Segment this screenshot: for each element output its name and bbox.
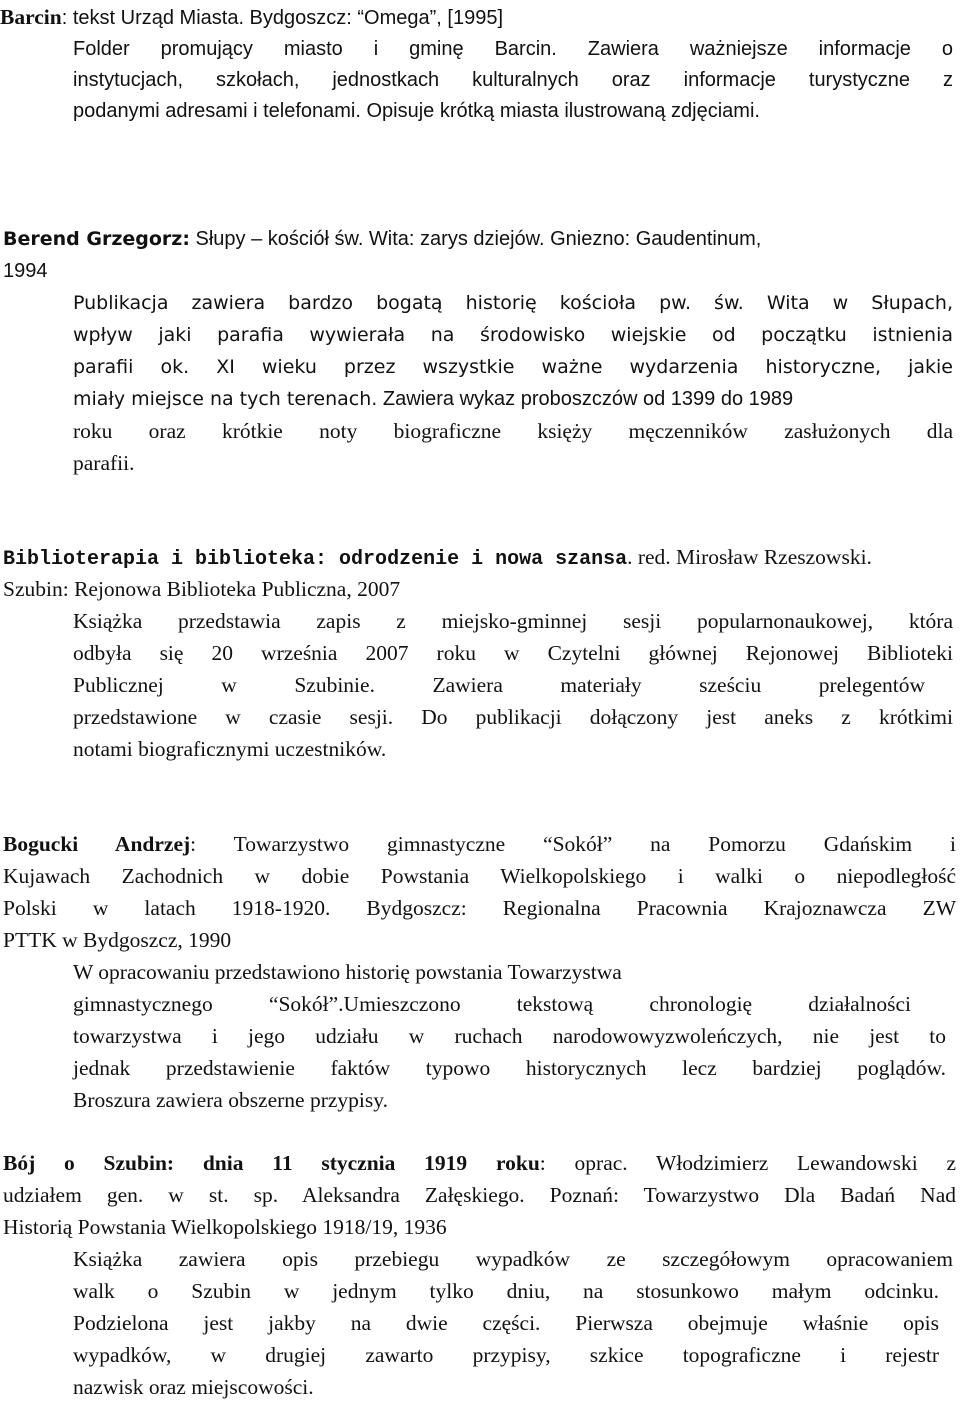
- entry-citation: : tekst Urząd Miasta. Bydgoszcz: “Omega”, [1995]: [61, 7, 503, 29]
- entry-citation: Słupy – kościół św. Wita: zarys dziejów. Gniezno: Gaudentinum,: [189, 228, 762, 250]
- entry-description-line: parafii ok. XI wieku przez wszystkie ważne wydarzenia historyczne, jakie: [73, 356, 953, 378]
- entry-title: Bogucki Andrzej: [3, 832, 191, 856]
- entry-description-line: przedstawione w czasie sesji. Do publikacji dołączony jest aneks z krótkimi: [73, 705, 953, 729]
- entry-citation-line: Kujawach Zachodnich w dobie Powstania Wielkopolskiego i walki o niepodległość: [3, 864, 956, 888]
- entry-barcin-heading: [0, 4, 503, 31]
- entry-description-line: notami biograficznymi uczestników.: [73, 737, 387, 761]
- entry-description-line: W opracowaniu przedstawiono historię powstania Towarzystwa: [73, 960, 622, 984]
- entry-description-line: roku oraz krótkie noty biograficzne księży męczenników zasłużonych dla: [73, 419, 953, 443]
- entry-bogucki-heading: [3, 831, 956, 857]
- entry-berend-heading: [3, 226, 761, 252]
- entry-citation-line: Polski w latach 1918-1920. Bydgoszcz: Regionalna Pracownia Krajoznawcza ZW: [3, 896, 956, 920]
- entry-description-line: nazwisk oraz miejscowości.: [73, 1375, 314, 1399]
- entry-title: Bój o Szubin: dnia 11 stycznia 1919 roku: [3, 1151, 540, 1175]
- entry-description-line: walk o Szubin w jednym tylko dniu, na stosunkowo małym odcinku.: [73, 1279, 939, 1303]
- entry-boj-heading: [3, 1150, 956, 1176]
- entry-citation: : oprac. Włodzimierz Lewandowski z: [539, 1151, 956, 1175]
- entry-description-line: parafii.: [73, 451, 135, 475]
- entry-description-line: gimnastycznego “Sokół”.Umieszczono tekstową chronologię działalności: [73, 992, 911, 1016]
- entry-title: Berend Grzegorz:: [3, 228, 190, 250]
- entry-citation-line: Szubin: Rejonowa Biblioteka Publiczna, 2007: [3, 577, 401, 601]
- entry-citation-line: Historią Powstania Wielkopolskiego 1918/19, 1936: [3, 1215, 447, 1239]
- entry-description-fragment: Zawiera wykaz proboszczów od 1399 do 1989: [377, 388, 794, 410]
- entry-title: Biblioterapia i biblioteka: odrodzenie i nowa szansa: [3, 548, 628, 571]
- entry-description-line: wypadków, w drugiej zawarto przypisy, szkice topograficzne i rejestr: [73, 1343, 939, 1367]
- entry-description-line: odbyła się 20 września 2007 roku w Czytelni głównej Rejonowej Biblioteki: [73, 641, 953, 665]
- entry-description-line: jednak przedstawienie faktów typowo historycznych lecz bardziej poglądów.: [73, 1056, 946, 1080]
- entry-citation-line: PTTK w Bydgoszcz, 1990: [3, 928, 232, 952]
- entry-description-line: Publikacja zawiera bardzo bogatą historię kościoła pw. św. Wita w Słupach,: [73, 292, 953, 314]
- entry-citation: . red. Mirosław Rzeszowski.: [627, 545, 872, 569]
- entry-citation-line: 1994: [3, 260, 48, 282]
- entry-description-line: Podzielona jest jakby na dwie części. Pierwsza obejmuje właśnie opis: [73, 1311, 939, 1335]
- entry-biblioterapia-heading: [3, 544, 872, 573]
- entry-citation: : Towarzystwo gimnastyczne “Sokół” na Pomorzu Gdańskim i: [190, 832, 956, 856]
- entry-description-line: Publicznej w Szubinie. Zawiera materiały sześciu prelegentów: [73, 673, 925, 697]
- entry-description-line: podanymi adresami i telefonami. Opisuje krótką miasta ilustrowaną zdjęciami.: [73, 100, 760, 122]
- entry-description-line: towarzystwa i jego udziału w ruchach narodowowyzwoleńczych, nie jest to: [73, 1024, 946, 1048]
- entry-citation-line: udziałem gen. w st. sp. Aleksandra Załęskiego. Poznań: Towarzystwo Dla Badań Nad: [3, 1183, 956, 1207]
- entry-description-line: instytucjach, szkołach, jednostkach kulturalnych oraz informacje turystyczne z: [73, 69, 953, 91]
- entry-description-line: Broszura zawiera obszerne przypisy.: [73, 1088, 388, 1112]
- entry-description-line: Folder promujący miasto i gminę Barcin. Zawiera ważniejsze informacje o: [73, 38, 953, 60]
- entry-description-line: Książka przedstawia zapis z miejsko-gminnej sesji popularnonaukowej, która: [73, 609, 953, 633]
- entry-description-line: Książka zawiera opis przebiegu wypadków ze szczegółowym opracowaniem: [73, 1247, 953, 1271]
- entry-description-fragment: miały miejsce na tych terenach.: [73, 388, 378, 410]
- entry-description-line: wpływ jaki parafia wywierała na środowisko wiejskie od początku istnienia: [73, 324, 953, 346]
- entry-description-line: [73, 386, 793, 412]
- entry-title: Barcin: [0, 5, 62, 29]
